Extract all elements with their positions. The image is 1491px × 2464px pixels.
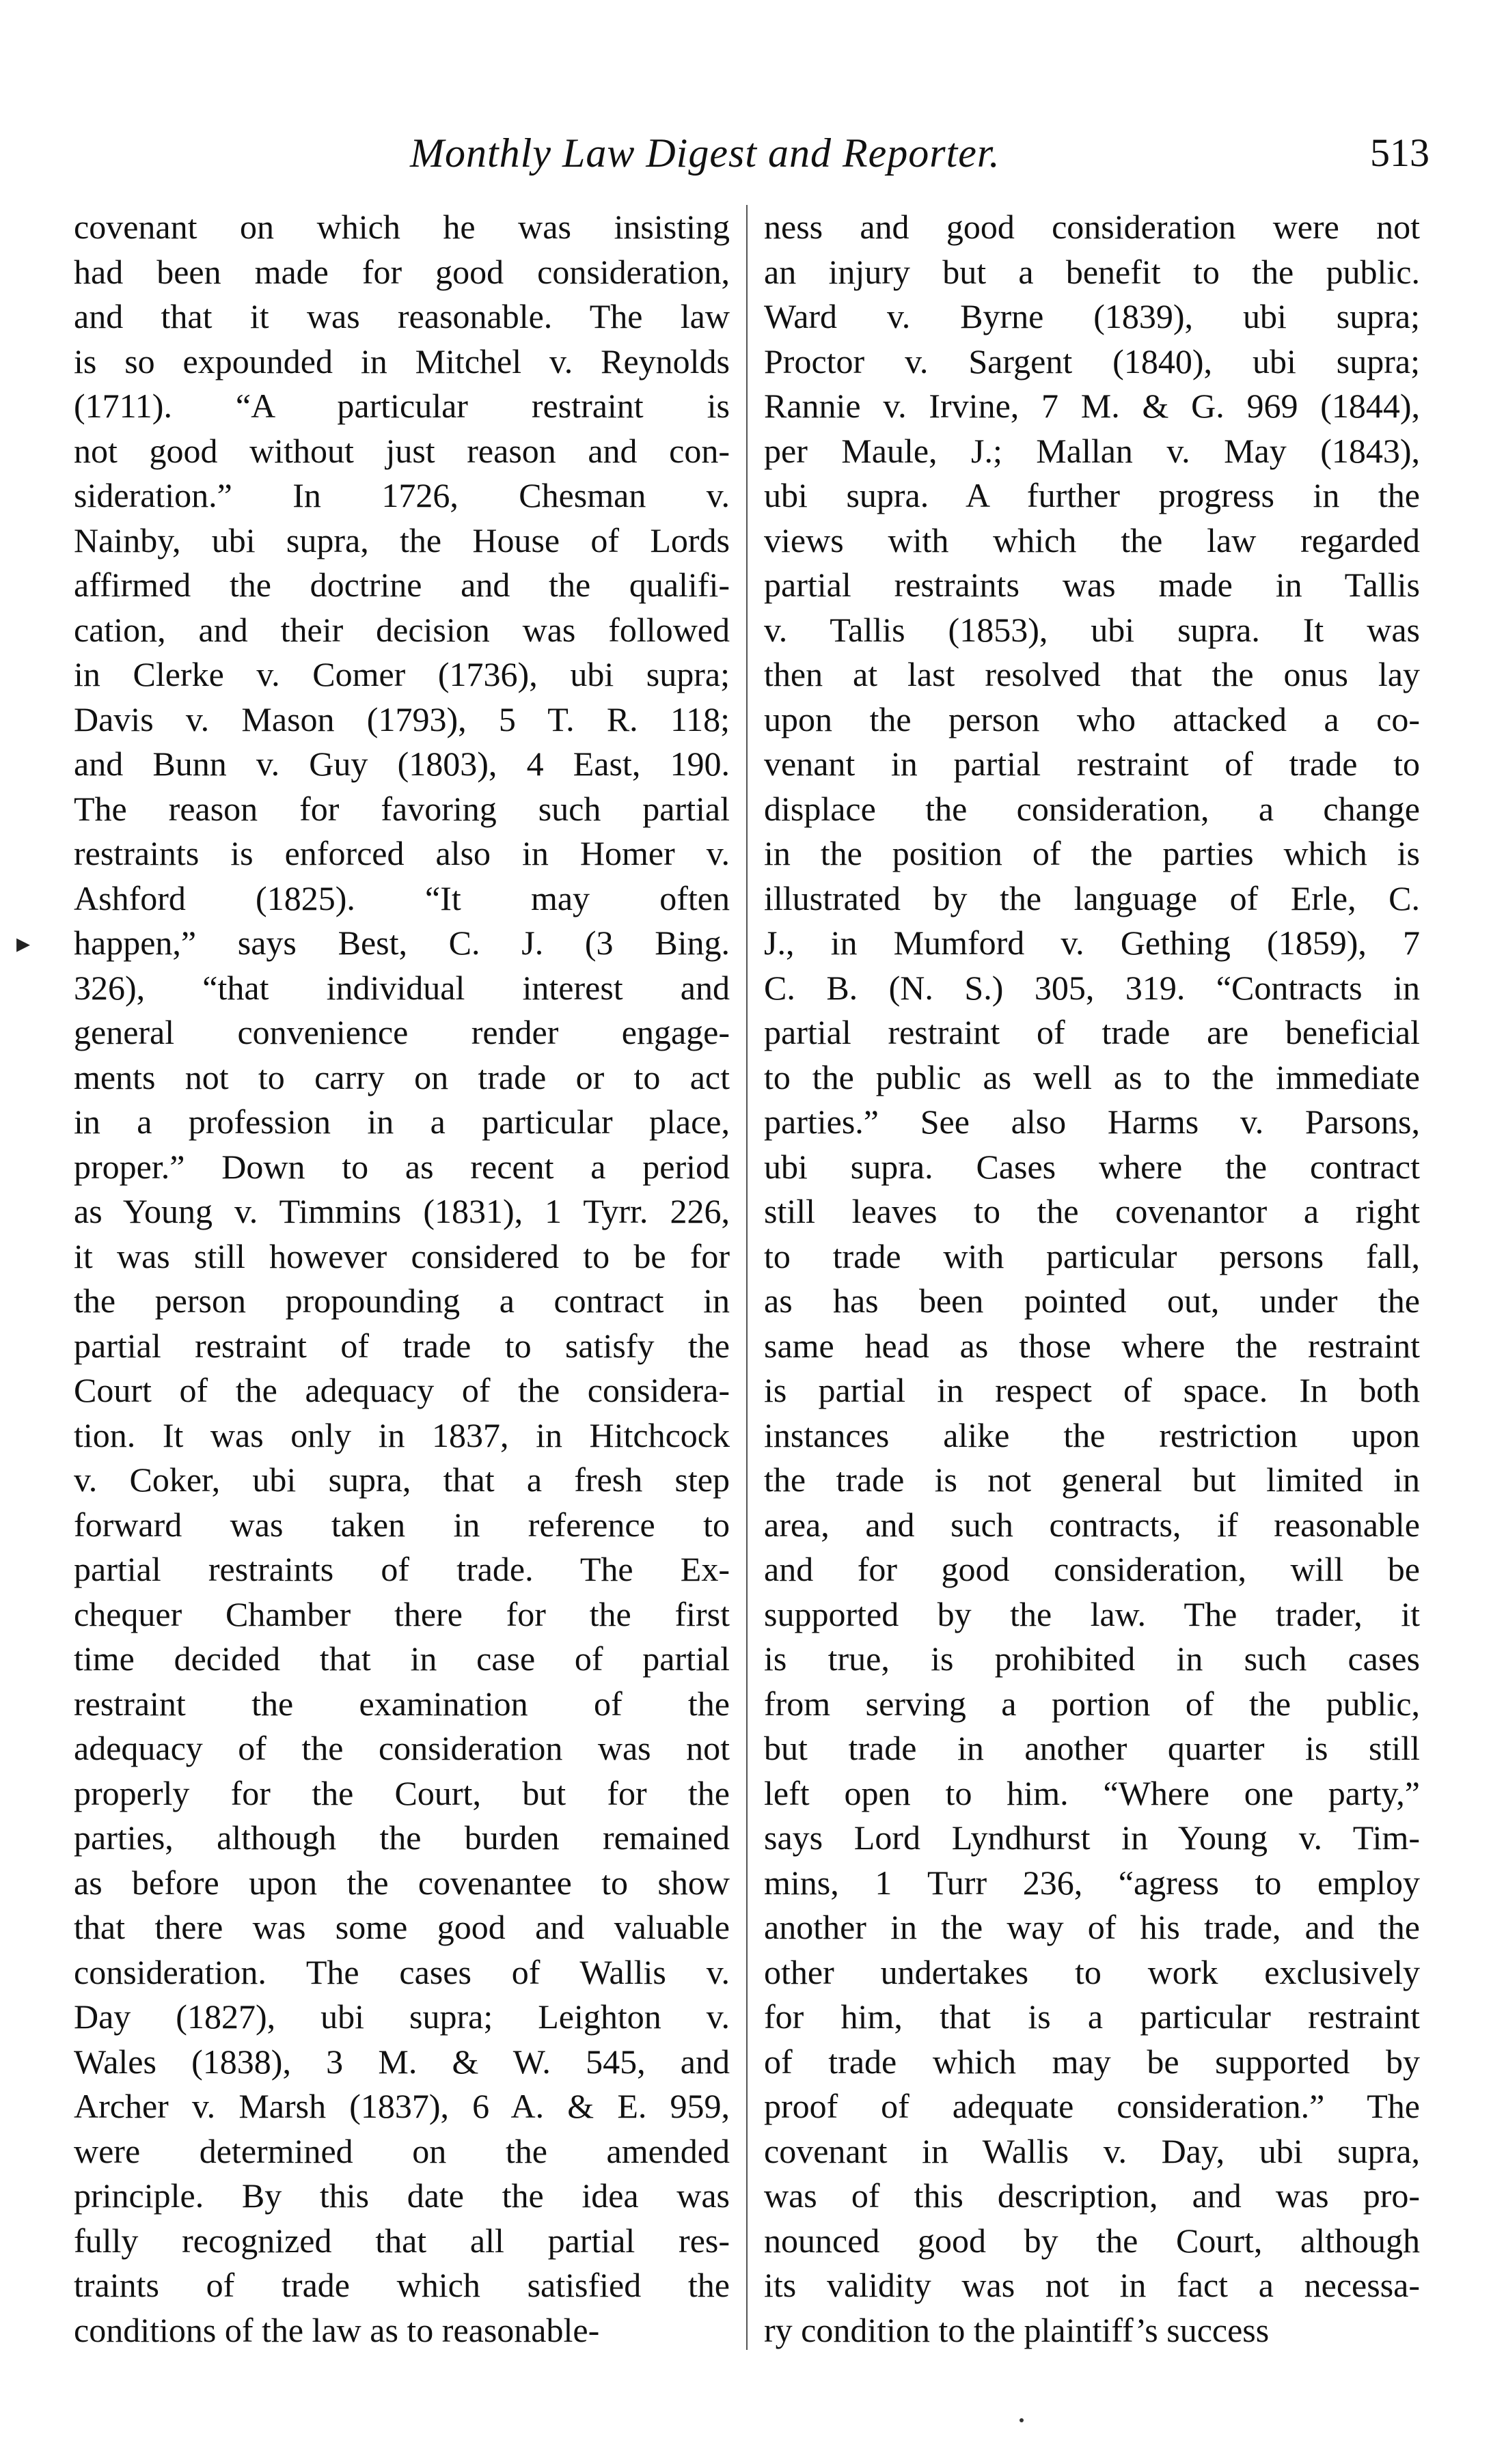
text-line: partial restraint of trade are beneficial (764, 1013, 1420, 1051)
text-line: venant in partial restraint of trade to (764, 745, 1420, 783)
text-line: ments not to carry on trade or to act (74, 1057, 730, 1096)
right-column (764, 205, 1420, 2391)
text-line: sideration.” In 1726, Chesman v. (74, 476, 730, 514)
running-title: Monthly Law Digest and Reporter. (410, 130, 1000, 176)
text-line: the trade is not general but limited in (764, 1461, 1420, 1499)
text-line: as has been pointed out, under the (764, 1282, 1420, 1320)
text-line: Court of the adequacy of the considera- (74, 1371, 730, 1409)
text-line: that there was some good and valuable (74, 1908, 730, 1946)
text-line: partial restraints of trade. The Ex- (74, 1550, 730, 1588)
text-line: to trade with particular persons fall, (764, 1236, 1420, 1275)
column-divider (746, 205, 748, 2350)
margin-mark-icon: ▸ (16, 928, 31, 959)
text-line: restraints is enforced also in Homer v. (74, 834, 730, 872)
text-line: The reason for favoring such partial (74, 789, 730, 828)
text-line: consideration. The cases of Wallis v. (74, 1952, 730, 1991)
text-line: restraint the examination of the (74, 1684, 730, 1723)
text-line: and that it was reasonable. The law (74, 297, 730, 335)
text-line: and Bunn v. Guy (1803), 4 East, 190. (74, 745, 730, 783)
text-line: Archer v. Marsh (1837), 6 A. & E. 959, (74, 2087, 730, 2125)
text-line: covenant on which he was insisting (74, 208, 730, 246)
text-line: ubi supra. Cases where the contract (764, 1147, 1420, 1186)
text-line: from serving a portion of the public, (764, 1684, 1420, 1723)
left-column (74, 205, 730, 2391)
text-line: conditions of the law as to reasonable- (74, 2310, 600, 2349)
text-line: properly for the Court, but for the (74, 1773, 730, 1812)
text-line: Ashford (1825). “It may often (74, 878, 730, 917)
text-line: upon the person who attacked a co- (764, 700, 1420, 738)
text-line: as Young v. Timmins (1831), 1 Tyrr. 226, (74, 1192, 730, 1230)
text-line: area, and such contracts, if reasonable (764, 1505, 1420, 1544)
text-line: supported by the law. The trader, it (764, 1594, 1420, 1633)
text-line: to the public as well as to the immediate (764, 1057, 1420, 1096)
text-line: not good without just reason and con- (74, 431, 730, 470)
text-line: fully recognized that all partial res- (74, 2221, 730, 2260)
text-line: per Maule, J.; Mallan v. May (1843), (764, 431, 1420, 470)
text-line: happen,” says Best, C. J. (3 Bing. (74, 924, 730, 962)
text-line: views with which the law regarded (764, 521, 1420, 559)
text-line: Davis v. Mason (1793), 5 T. R. 118; (74, 700, 730, 738)
footer-dot (1020, 2418, 1024, 2422)
text-line: v. Tallis (1853), ubi supra. It was (764, 610, 1420, 649)
text-line: its validity was not in fact a necessa- (764, 2266, 1420, 2304)
text-line: Ward v. Byrne (1839), ubi supra; (764, 297, 1420, 335)
text-line: says Lord Lyndhurst in Young v. Tim- (764, 1818, 1420, 1857)
text-line: general convenience render engage- (74, 1013, 730, 1051)
text-line: J., in Mumford v. Gething (1859), 7 (764, 924, 1420, 962)
text-line: is partial in respect of space. In both (764, 1371, 1420, 1409)
text-line: as before upon the covenantee to show (74, 1863, 730, 1902)
text-line: 326), “that individual interest and (74, 968, 730, 1007)
text-line: still leaves to the covenantor a right (764, 1192, 1420, 1230)
page-number: 513 (1370, 130, 1430, 175)
text-line: partial restraint of trade to satisfy the (74, 1326, 730, 1365)
text-line: chequer Chamber there for the first (74, 1594, 730, 1633)
text-line: had been made for good consideration, (74, 252, 730, 291)
text-line: affirmed the doctrine and the qualifi- (74, 566, 730, 604)
text-line: Day (1827), ubi supra; Leighton v. (74, 1997, 730, 2036)
text-line: tion. It was only in 1837, in Hitchcock (74, 1415, 730, 1454)
text-line: was of this description, and was pro- (764, 2176, 1420, 2215)
text-line: Proctor v. Sargent (1840), ubi supra; (764, 342, 1420, 380)
text-line: Wales (1838), 3 M. & W. 545, and (74, 2042, 730, 2081)
text-line: another in the way of his trade, and the (764, 1908, 1420, 1946)
text-line: time decided that in case of partial (74, 1639, 730, 1678)
text-line: Nainby, ubi supra, the House of Lords (74, 521, 730, 559)
text-line: cation, and their decision was followed (74, 610, 730, 649)
text-line: proof of adequate consideration.” The (764, 2087, 1420, 2125)
text-line: C. B. (N. S.) 305, 319. “Contracts in (764, 968, 1420, 1007)
running-header (0, 130, 1491, 184)
text-line: of trade which may be supported by (764, 2042, 1420, 2081)
text-line: other undertakes to work exclusively (764, 1952, 1420, 1991)
text-line: ubi supra. A further progress in the (764, 476, 1420, 514)
text-line: mins, 1 Turr 236, “agress to employ (764, 1863, 1420, 1902)
text-line: and for good consideration, will be (764, 1550, 1420, 1588)
text-line: parties.” See also Harms v. Parsons, (764, 1103, 1420, 1141)
text-line: for him, that is a particular restraint (764, 1997, 1420, 2036)
text-line: traints of trade which satisfied the (74, 2266, 730, 2304)
text-line: adequacy of the consideration was not (74, 1729, 730, 1767)
text-line: ness and good consideration were not (764, 208, 1420, 246)
text-line: partial restraints was made in Tallis (764, 566, 1420, 604)
text-line: ry condition to the plaintiff’s success (764, 2310, 1270, 2349)
text-line: were determined on the amended (74, 2131, 730, 2170)
text-line: forward was taken in reference to (74, 1505, 730, 1544)
text-line: in Clerke v. Comer (1736), ubi supra; (74, 655, 730, 693)
text-line: nounced good by the Court, although (764, 2221, 1420, 2260)
text-line: principle. By this date the idea was (74, 2176, 730, 2215)
text-line: left open to him. “Where one party,” (764, 1773, 1420, 1812)
text-line: (1711). “A particular restraint is (74, 387, 730, 425)
text-line: is so expounded in Mitchel v. Reynolds (74, 342, 730, 380)
text-line: is true, is prohibited in such cases (764, 1639, 1420, 1678)
text-line: displace the consideration, a change (764, 789, 1420, 828)
text-line: in a profession in a particular place, (74, 1103, 730, 1141)
text-line: it was still however considered to be for (74, 1236, 730, 1275)
text-line: proper.” Down to as recent a period (74, 1147, 730, 1186)
text-line: an injury but a benefit to the public. (764, 252, 1420, 291)
text-line: instances alike the restriction upon (764, 1415, 1420, 1454)
text-line: the person propounding a contract in (74, 1282, 730, 1320)
text-line: Rannie v. Irvine, 7 M. & G. 969 (1844), (764, 387, 1420, 425)
text-line: then at last resolved that the onus lay (764, 655, 1420, 693)
text-line: illustrated by the language of Erle, C. (764, 878, 1420, 917)
text-line: in the position of the parties which is (764, 834, 1420, 872)
text-line: but trade in another quarter is still (764, 1729, 1420, 1767)
text-line: parties, although the burden remained (74, 1818, 730, 1857)
text-line: v. Coker, ubi supra, that a fresh step (74, 1461, 730, 1499)
text-line: same head as those where the restraint (764, 1326, 1420, 1365)
text-line: covenant in Wallis v. Day, ubi supra, (764, 2131, 1420, 2170)
